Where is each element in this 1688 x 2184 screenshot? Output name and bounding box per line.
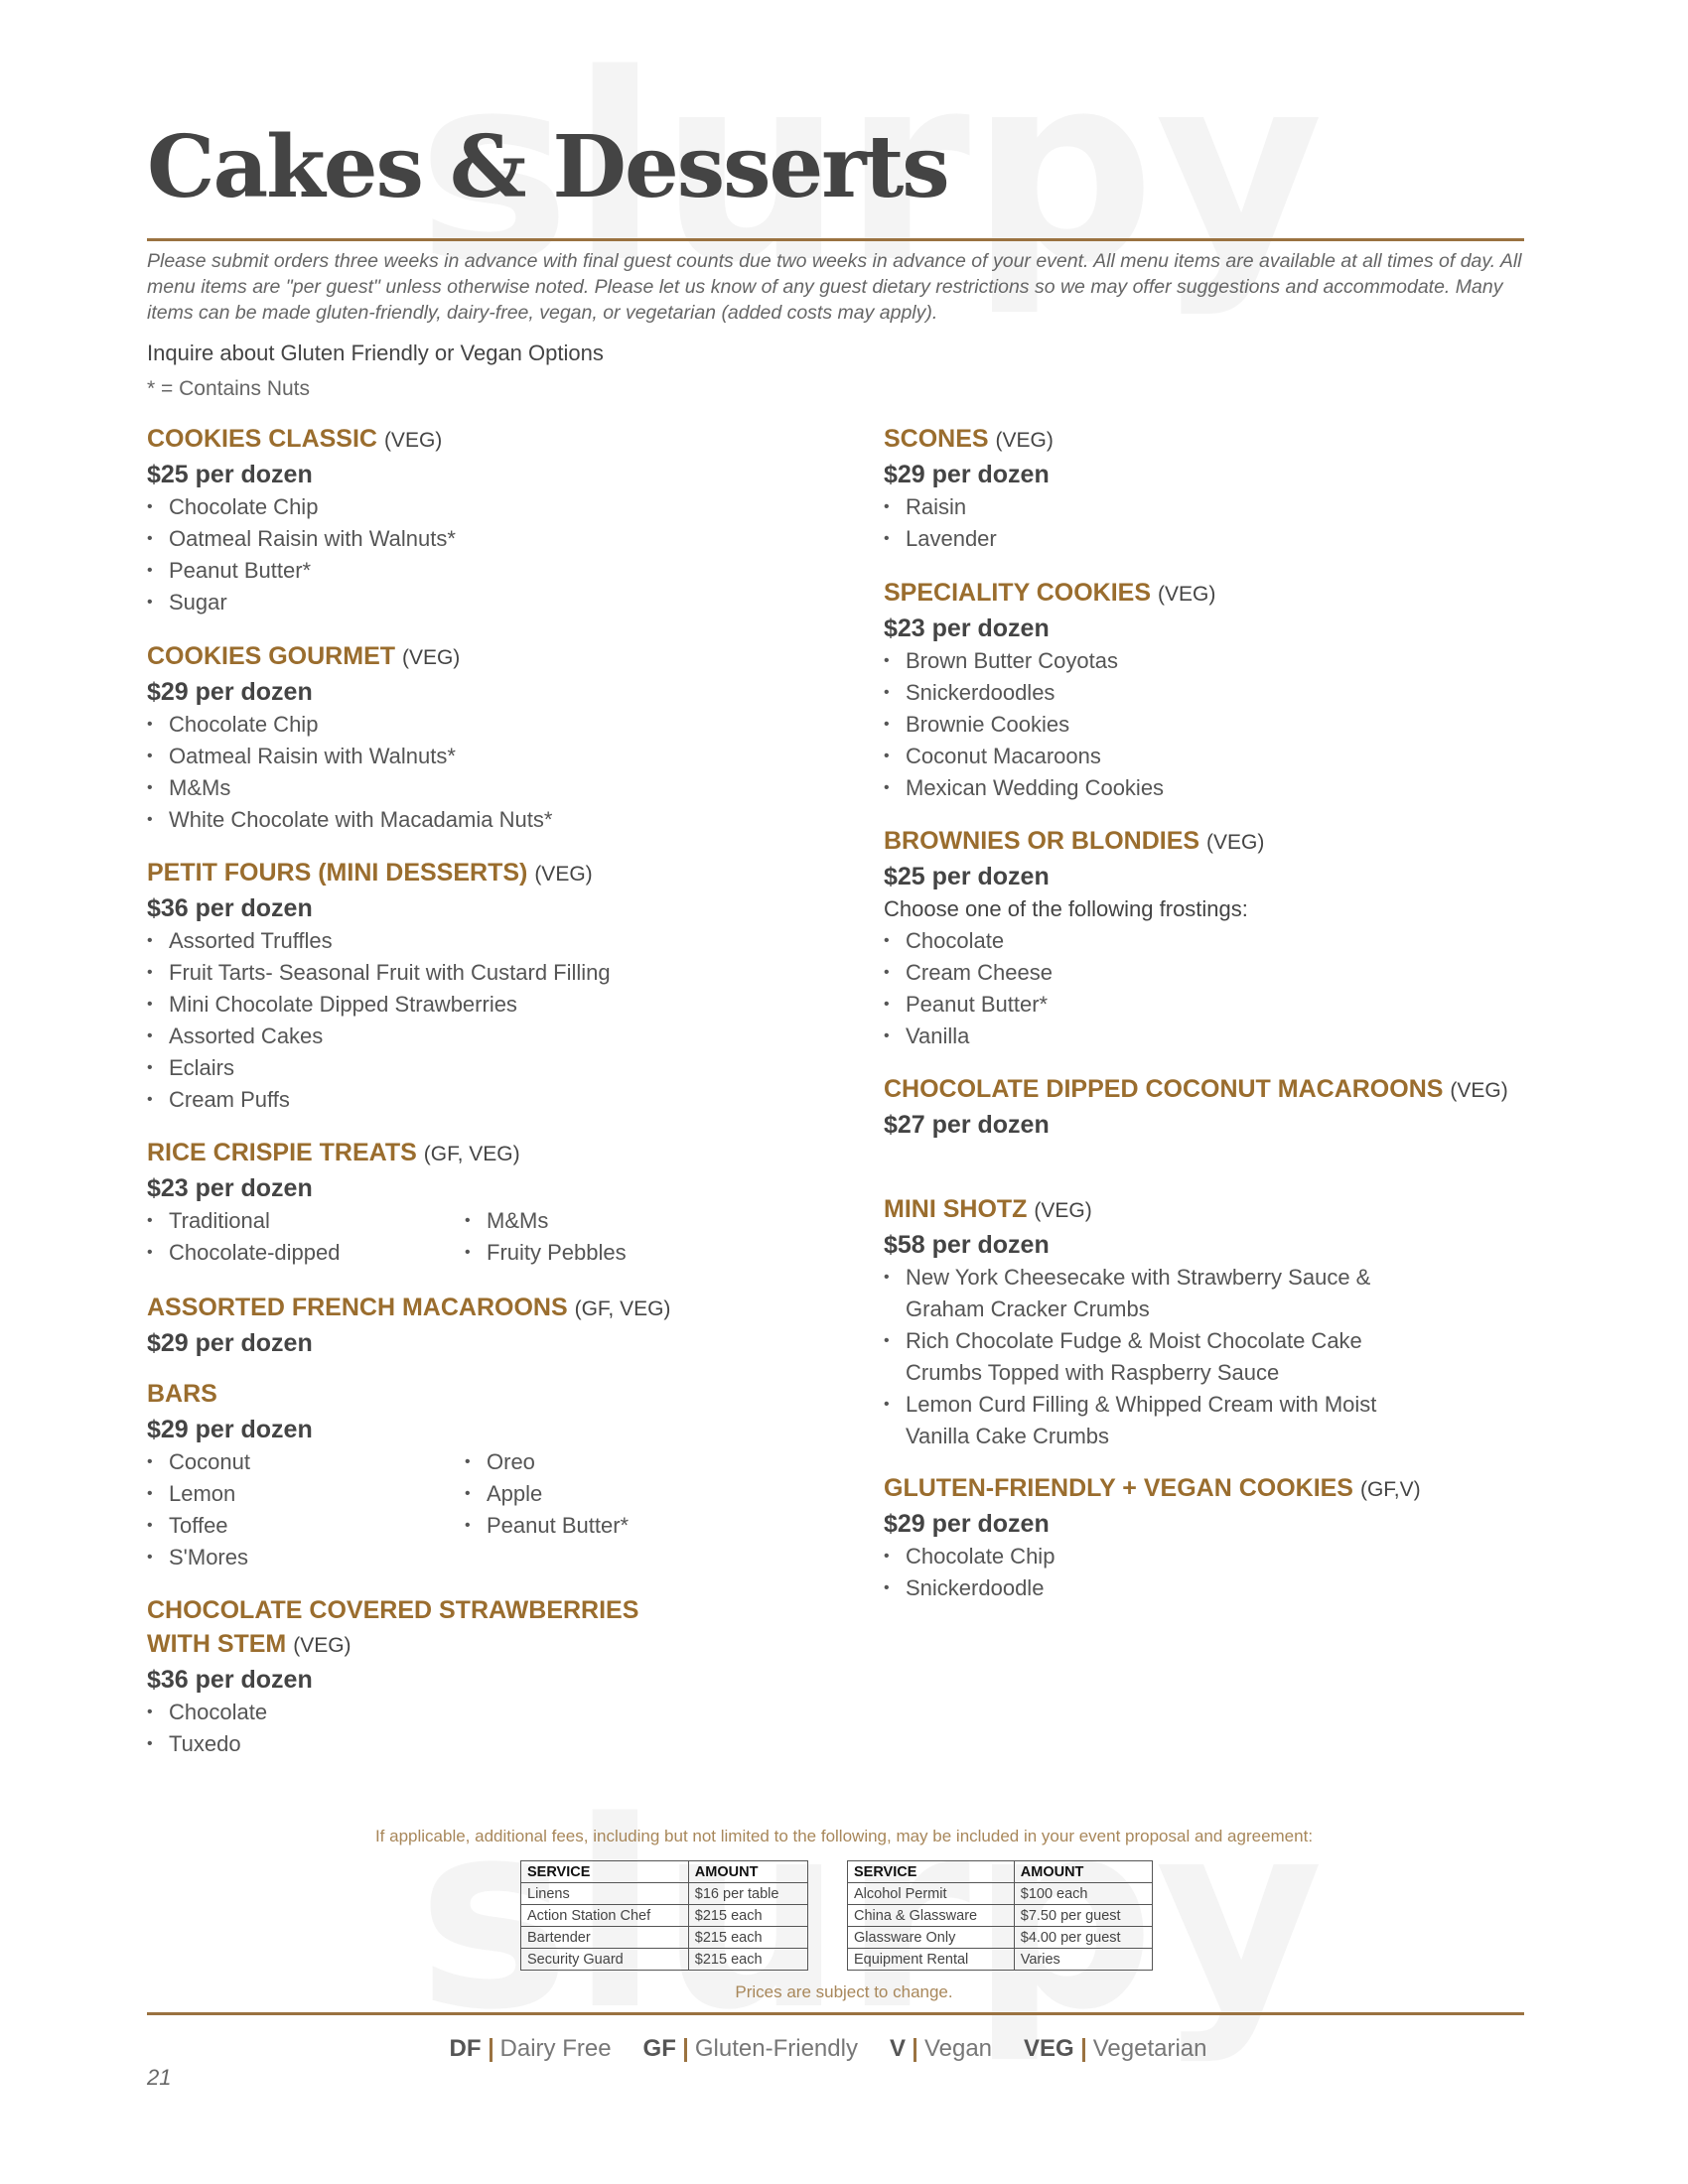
menu-section (884, 1072, 1529, 1142)
table-cell: $4.00 per guest (1014, 1927, 1152, 1949)
menu-item: • New York Cheesecake with Strawberry Sauce & Graham Cracker Crumbs (884, 1262, 1440, 1325)
table-row (521, 1949, 808, 1971)
menu-item: • Tuxedo (147, 1728, 703, 1760)
diet-legend (0, 2035, 1688, 2063)
legend-item (1024, 2035, 1206, 2062)
section-price: $25 per dozen (147, 461, 313, 488)
menu-item: • Raisin (884, 491, 1519, 523)
item-list (465, 1205, 782, 1269)
menu-item: • Snickerdoodle (884, 1572, 1519, 1604)
section-price: $36 per dozen (147, 1666, 313, 1694)
menu-item: • Assorted Cakes (147, 1021, 782, 1052)
item-list (147, 1697, 703, 1760)
section-name: COOKIES GOURMET (147, 642, 396, 670)
menu-item: • Oreo (465, 1446, 782, 1478)
section-heading (884, 824, 1519, 860)
legend-code: V (889, 2035, 906, 2062)
legend-separator (1082, 2038, 1085, 2062)
menu-item: • Chocolate-dipped (147, 1237, 465, 1269)
menu-item: • Oatmeal Raisin with Walnuts* (147, 741, 782, 772)
table-cell: Security Guard (521, 1949, 689, 1971)
fees-table-1 (520, 1860, 808, 1971)
menu-item: • Peanut Butter* (147, 555, 782, 587)
menu-section (147, 639, 782, 836)
diet-tag: (GF,V) (1359, 1478, 1421, 1501)
menu-item: • Chocolate Chip (147, 709, 782, 741)
section-price: $29 per dozen (147, 1329, 313, 1357)
menu-item: • Peanut Butter* (884, 989, 1519, 1021)
menu-item: • Sugar (147, 587, 782, 618)
section-price: $23 per dozen (884, 614, 1050, 642)
table-cell: $100 each (1014, 1883, 1152, 1905)
menu-item: • Snickerdoodles (884, 677, 1519, 709)
section-price: $29 per dozen (884, 461, 1050, 488)
menu-section (147, 422, 782, 618)
menu-item: • Vanilla (884, 1021, 1519, 1052)
diet-tag: (GF, VEG) (423, 1143, 520, 1165)
item-list (884, 491, 1519, 555)
section-name: MINI SHOTZ (884, 1195, 1028, 1223)
table-row (848, 1883, 1153, 1905)
table-cell: $7.50 per guest (1014, 1905, 1152, 1927)
menu-item: • Rich Chocolate Fudge & Moist Chocolate Cake Crumbs Topped with Raspberry Sauce (884, 1325, 1440, 1389)
section-price: $27 per dozen (884, 1111, 1050, 1139)
legend-label: Vegan (923, 2035, 993, 2062)
diet-tag: (VEG) (1206, 831, 1265, 854)
section-heading (147, 1593, 703, 1663)
legend-label: Dairy Free (499, 2035, 612, 2062)
section-heading (147, 1377, 782, 1413)
legend-separator (914, 2038, 916, 2062)
legend-item (643, 2035, 858, 2062)
item-list (147, 925, 782, 1116)
legend-code: GF (642, 2035, 676, 2062)
table-row (848, 1949, 1153, 1971)
legend-separator (490, 2038, 492, 2062)
menu-item: • Chocolate (147, 1697, 703, 1728)
table-row (848, 1905, 1153, 1927)
item-list (147, 709, 782, 836)
section-heading (147, 639, 782, 675)
menu-item: • Fruit Tarts- Seasonal Fruit with Custard Filling (147, 957, 782, 989)
section-price: $29 per dozen (147, 678, 313, 706)
menu-item: • Fruity Pebbles (465, 1237, 782, 1269)
column-header: SERVICE (521, 1861, 689, 1883)
menu-item: • M&Ms (147, 772, 782, 804)
menu-item: • Lemon Curd Filling & Whipped Cream with Moist Vanilla Cake Crumbs (884, 1389, 1440, 1452)
legend-separator (684, 2038, 687, 2062)
table-cell: Bartender (521, 1927, 689, 1949)
menu-item: • Mexican Wedding Cookies (884, 772, 1519, 804)
menu-item: • Oatmeal Raisin with Walnuts* (147, 523, 782, 555)
table-cell: Linens (521, 1883, 689, 1905)
section-price: $23 per dozen (147, 1174, 313, 1202)
item-list (147, 491, 782, 618)
menu-item: • Coconut Macaroons (884, 741, 1519, 772)
table-row (521, 1883, 808, 1905)
diet-tag: (VEG) (534, 863, 593, 886)
section-heading (884, 1072, 1529, 1108)
diet-tag: (VEG) (293, 1634, 352, 1657)
menu-item: • Cream Puffs (147, 1084, 782, 1116)
menu-item: • Peanut Butter* (465, 1510, 782, 1542)
item-list (884, 925, 1519, 1052)
section-heading (147, 856, 782, 891)
menu-item: • Coconut (147, 1446, 465, 1478)
menu-section (884, 824, 1519, 1052)
menu-item: • Apple (465, 1478, 782, 1510)
menu-item: • Chocolate (884, 925, 1519, 957)
table-row (848, 1927, 1153, 1949)
section-name: SCONES (884, 425, 989, 453)
section-name: BROWNIES OR BLONDIES (884, 827, 1200, 855)
section-heading (884, 422, 1519, 458)
table-row (521, 1927, 808, 1949)
table-cell: $215 each (688, 1927, 807, 1949)
section-name: COOKIES CLASSIC (147, 425, 377, 453)
legend-code: VEG (1024, 2035, 1074, 2062)
diet-tag: (VEG) (1157, 583, 1216, 606)
item-list (884, 1541, 1519, 1604)
section-name: PETIT FOURS (MINI DESSERTS) (147, 859, 528, 887)
table-cell: Varies (1014, 1949, 1152, 1971)
menu-item: • Lavender (884, 523, 1519, 555)
section-heading (884, 1471, 1519, 1507)
nuts-legend: * = Contains Nuts (147, 377, 311, 400)
menu-section (147, 1136, 782, 1269)
section-name: RICE CRISPIE TREATS (147, 1139, 417, 1166)
intro-text: Please submit orders three weeks in advance with final guest counts due two weeks in advance of your event. All menu items are available at all times of day. All menu items are "per guest" unless otherwise noted. Please let us know of any guest dietary restrictions so we may offer suggestions and accommodate. Many items can be made gluten-friendly, dairy-free, vegan, or vegetarian (added costs may apply). (147, 250, 1522, 324)
section-heading (884, 576, 1519, 612)
column-header: AMOUNT (1014, 1861, 1152, 1883)
menu-item: • Eclairs (147, 1052, 782, 1084)
section-heading (147, 422, 782, 458)
menu-item: • Brownie Cookies (884, 709, 1519, 741)
page-title: Cakes & Desserts (147, 117, 948, 217)
legend-label: Gluten-Friendly (694, 2035, 858, 2062)
legend-label: Vegetarian (1092, 2035, 1207, 2062)
menu-item: • Chocolate Chip (884, 1541, 1519, 1572)
footer-divider (147, 2012, 1524, 2015)
menu-item: • White Chocolate with Macadamia Nuts* (147, 804, 782, 836)
table-cell: Glassware Only (848, 1927, 1015, 1949)
diet-tag: (GF, VEG) (574, 1297, 671, 1320)
menu-item: • Mini Chocolate Dipped Strawberries (147, 989, 782, 1021)
page-number: 21 (147, 2065, 172, 2090)
section-price: $29 per dozen (147, 1416, 313, 1443)
section-name: CHOCOLATE DIPPED COCONUT MACAROONS (884, 1075, 1444, 1103)
menu-section (147, 1291, 782, 1360)
legend-item (890, 2035, 992, 2062)
section-heading (147, 1136, 782, 1171)
legend-code: DF (449, 2035, 482, 2062)
table-cell: Equipment Rental (848, 1949, 1015, 1971)
diet-tag: (VEG) (401, 646, 461, 669)
item-list (147, 1446, 465, 1573)
menu-section (884, 422, 1519, 555)
diet-tag: (VEG) (1034, 1199, 1092, 1222)
table-cell: $215 each (688, 1949, 807, 1971)
item-list (884, 645, 1519, 804)
menu-section (147, 1593, 703, 1760)
inquire-note: Inquire about Gluten Friendly or Vegan Options (147, 341, 604, 365)
menu-item: • M&Ms (465, 1205, 782, 1237)
section-name: ASSORTED FRENCH MACAROONS (147, 1294, 568, 1321)
column-header: SERVICE (848, 1861, 1015, 1883)
diet-tag: (VEG) (383, 429, 443, 452)
menu-section (884, 576, 1519, 804)
section-price: $29 per dozen (884, 1510, 1050, 1538)
table-cell: $16 per table (688, 1883, 807, 1905)
prices-note: Prices are subject to change. (735, 1982, 953, 2001)
table-cell: China & Glassware (848, 1905, 1015, 1927)
section-heading (884, 1192, 1440, 1228)
column-header: AMOUNT (688, 1861, 807, 1883)
menu-item: • Brown Butter Coyotas (884, 645, 1519, 677)
menu-section (884, 1471, 1519, 1604)
menu-item: • Toffee (147, 1510, 465, 1542)
menu-item: • Cream Cheese (884, 957, 1519, 989)
section-note: Choose one of the following frostings: (884, 896, 1248, 921)
fees-table-2 (847, 1860, 1153, 1971)
menu-item: • S'Mores (147, 1542, 465, 1573)
menu-section (884, 1192, 1440, 1452)
diet-tag: (VEG) (1450, 1079, 1508, 1102)
diet-tag: (VEG) (995, 429, 1054, 452)
item-list (884, 1262, 1440, 1452)
menu-section (147, 856, 782, 1116)
menu-item: • Lemon (147, 1478, 465, 1510)
section-name: CHOCOLATE COVERED STRAWBERRIES WITH STEM (147, 1596, 639, 1658)
section-price: $36 per dozen (147, 894, 313, 922)
menu-item: • Assorted Truffles (147, 925, 782, 957)
item-list (147, 1205, 465, 1269)
section-name: SPECIALITY COOKIES (884, 579, 1152, 607)
section-price: $25 per dozen (884, 863, 1050, 890)
table-cell: Alcohol Permit (848, 1883, 1015, 1905)
table-cell: Action Station Chef (521, 1905, 689, 1927)
title-divider (147, 238, 1524, 241)
fees-note: If applicable, additional fees, including but not limited to the following, may be included in your event proposal and agreement: (374, 1827, 1314, 1845)
section-name: GLUTEN-FRIENDLY + VEGAN COOKIES (884, 1474, 1353, 1502)
item-list (465, 1446, 782, 1573)
menu-item: • Chocolate Chip (147, 491, 782, 523)
section-name: BARS (147, 1380, 217, 1408)
legend-item (450, 2035, 612, 2062)
section-price: $58 per dozen (884, 1231, 1050, 1259)
menu-section (147, 1377, 782, 1573)
table-row (521, 1905, 808, 1927)
table-cell: $215 each (688, 1905, 807, 1927)
section-heading (147, 1291, 782, 1326)
menu-item: • Traditional (147, 1205, 465, 1237)
